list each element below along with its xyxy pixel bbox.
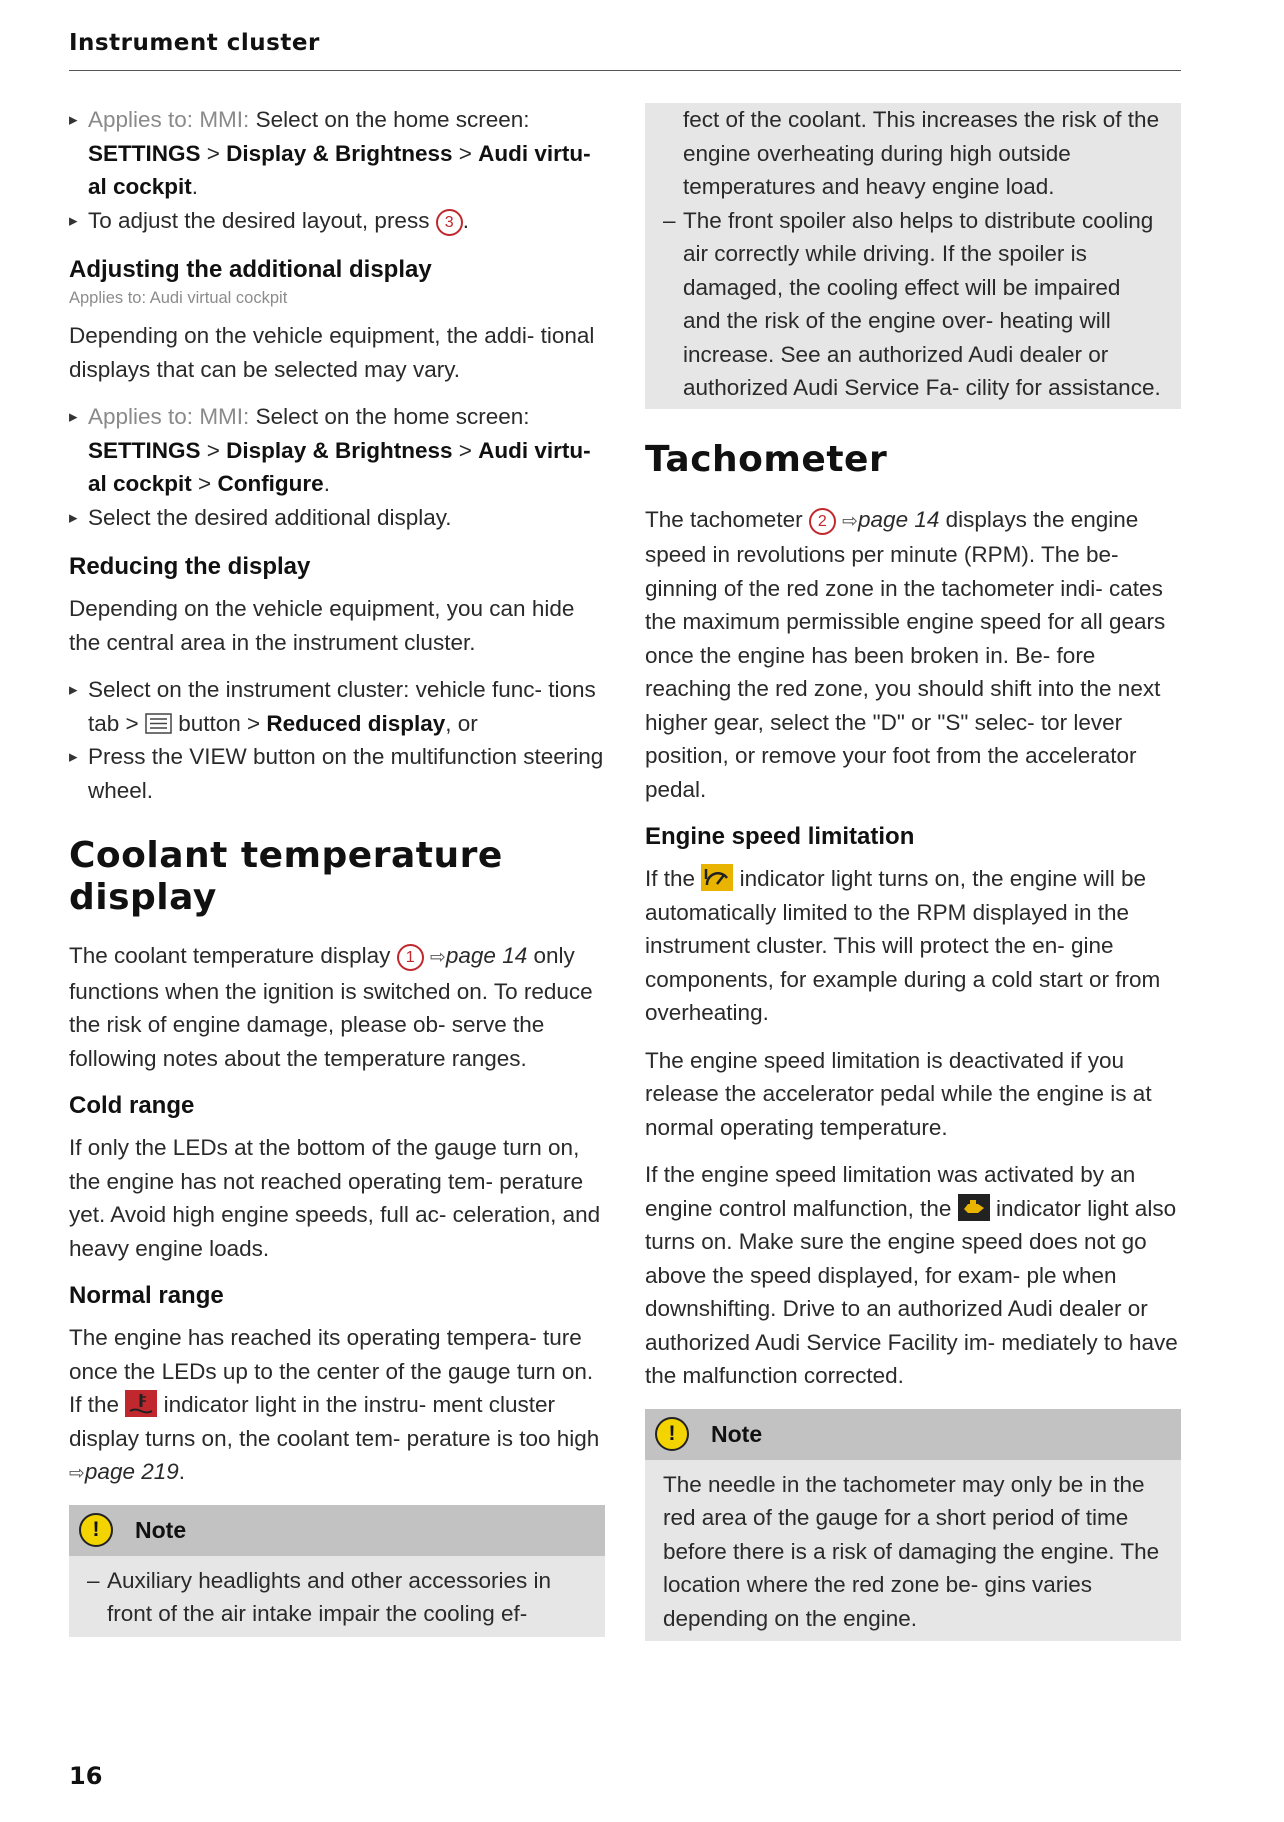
paragraph: If only the LEDs at the bottom of the gauge turn on, the engine has not reached operating tem- perature yet. Avoid high engine speeds, full ac- celeration, and heavy engine loads. xyxy=(69,1135,601,1261)
step-settings-layout: ▸ Applies to: MMI: Select on the home screen: SETTINGS > Display & Brightness > Audi virtu- al cockpit. xyxy=(69,103,605,204)
note-box xyxy=(69,1505,605,1637)
applies-note: Applies to: Audi virtual cockpit xyxy=(69,289,288,307)
list-icon xyxy=(145,710,172,731)
note-body xyxy=(645,1460,1181,1642)
note-body xyxy=(69,1556,605,1637)
applies-label: Applies to: MMI: xyxy=(88,107,250,132)
section-title: Coolant temperature display xyxy=(69,835,503,918)
note-item: – Auxiliary headlights and other accessories in front of the air intake impair the cooling ef- xyxy=(87,1564,587,1631)
page-reference: page 14 xyxy=(858,506,940,532)
paragraph: The engine speed limitation is deactivated if you release the accelerator pedal while the engine is at normal operating temperature. xyxy=(645,1047,1152,1140)
paragraph: The coolant temperature display 1 ⇨page 14 only functions when the ignition is switched on. To reduce the risk of engine damage, please ob- serve the following notes about the temperature ranges. xyxy=(69,943,593,1071)
paragraph: The tachometer 2 ⇨page 14 displays the engine speed in revolutions per minute (RPM). The be- ginning of the red zone in the tachometer indi- cates the maximum permissible engine speed for all gears once the engine has been broken in. Be- fore reaching the red zone, you should shift into the next higher gear, select the "D" or "S" selec- tor lever position, or remove your foot from the accelerator pedal. xyxy=(645,506,1166,802)
step-view-button: ▸ Press the VIEW button on the multifunction steering wheel. xyxy=(69,740,605,807)
step-adjust-layout: ▸ To adjust the desired layout, press 3 . xyxy=(69,204,605,238)
left-column xyxy=(69,103,605,1637)
arrow-icon: ⇨ xyxy=(69,1463,85,1484)
note-continuation xyxy=(645,103,1181,409)
page-reference: page 14 xyxy=(445,943,528,968)
page-number: 16 xyxy=(69,1762,103,1790)
paragraph: The engine has reached its operating tempera- ture once the LEDs up to the center of the gauge turn on. If the indicator light in the instru- ment cluster display turns on, the coolant tem- perature is too high ⇨page 219. xyxy=(69,1325,600,1484)
section-heading: Engine speed limitation xyxy=(645,823,915,850)
note-header xyxy=(645,1409,1181,1460)
note-item: – The front spoiler also helps to distribute cooling air correctly while driving. If the spoiler is damaged, the cooling effect will be impaired and the risk of the engine over- heating will increase. See an authorized Audi dealer or authorized Audi Service Fa- cility for assistance. xyxy=(663,204,1163,405)
paragraph: If the engine speed limitation was activated by an engine control malfunction, the indicator light also turns on. Make sure the engine speed does not go above the speed displayed, for exam- ple when downshifting. Drive to an authorized Audi dealer or authorized Audi Service Facility im- mediately to have the malfunction corrected. xyxy=(645,1162,1178,1388)
section-heading: Normal range xyxy=(69,1282,224,1309)
header-title: Instrument cluster xyxy=(69,30,320,56)
note-title: Note xyxy=(135,1516,187,1543)
paragraph: Depending on the vehicle equipment, you can hide the central area in the instrument cluster. xyxy=(69,596,575,655)
arrow-icon: ⇨ xyxy=(429,947,446,968)
arrow-icon: ⇨ xyxy=(842,510,859,532)
step-select-display: ▸ Select the desired additional display. xyxy=(69,501,605,535)
right-column xyxy=(645,103,1181,1641)
section-heading: Adjusting the additional display xyxy=(69,256,432,283)
note-title: Note xyxy=(711,1420,763,1447)
note-item-continued: fect of the coolant. This increases the risk of the engine overheating during high outside temperatures and heavy engine load. xyxy=(683,107,1160,199)
callout-number: 2 xyxy=(809,508,836,535)
section-title: Tachometer xyxy=(645,438,888,480)
callout-number: 1 xyxy=(397,944,424,971)
paragraph: If the indicator light turns on, the engine will be automatically limited to the RPM displayed in the instrument cluster. This will protect the en- gine components, for example during a cold start or from overheating. xyxy=(645,866,1161,1025)
page-reference: page 219 xyxy=(84,1459,179,1484)
engine-control-indicator-icon xyxy=(958,1194,990,1221)
page-header xyxy=(69,30,1181,71)
callout-number: 3 xyxy=(436,209,463,236)
coolant-temperature-warning-icon xyxy=(125,1390,157,1417)
note-header xyxy=(69,1505,605,1556)
paragraph: Depending on the vehicle equipment, the addi- tional displays that can be selected may vary. xyxy=(69,323,595,382)
step-configure: ▸ Applies to: MMI: Select on the home screen: SETTINGS > Display & Brightness > Audi virtu- al cockpit > Configure. xyxy=(69,400,605,501)
caution-icon: ! xyxy=(79,1513,113,1547)
step-reduced-display: ▸ Select on the instrument cluster: vehicle func- tions tab > button > Reduced display, or xyxy=(69,673,605,740)
section-heading: Cold range xyxy=(69,1092,195,1119)
note-text: The needle in the tachometer may only be in the red area of the gauge for a short period of time before there is a risk of damaging the engine. The location where the red zone be- gins varies depending on the engine. xyxy=(663,1471,1160,1631)
note-box xyxy=(645,1409,1181,1642)
section-heading: Reducing the display xyxy=(69,553,311,580)
speed-limitation-indicator-icon xyxy=(701,864,733,891)
caution-icon: ! xyxy=(655,1417,689,1451)
